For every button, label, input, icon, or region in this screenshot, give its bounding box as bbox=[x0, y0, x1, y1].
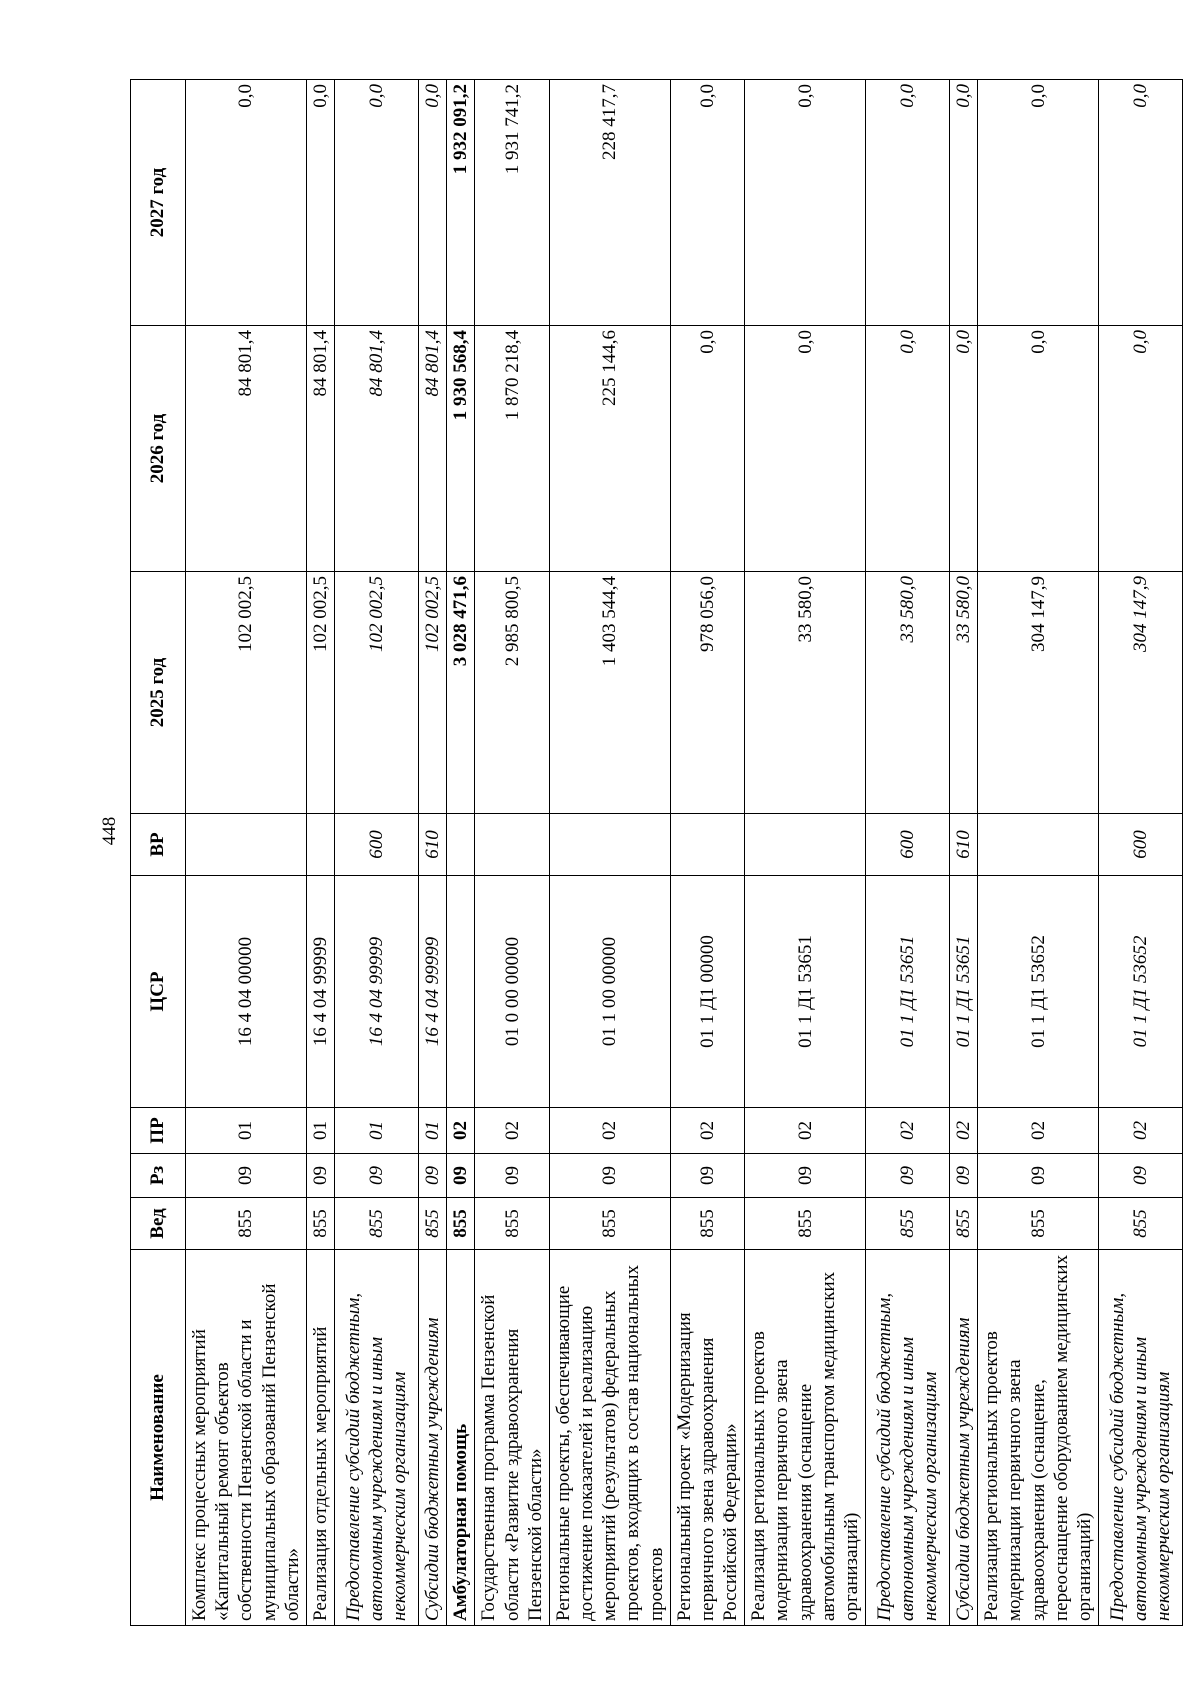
row-vr bbox=[978, 814, 1099, 876]
row-name: Реализация региональных проектов модернизации первичного звена здравоохранения (оснащение автомобильным транспортом медицинских организаций) bbox=[745, 1250, 866, 1626]
row-vr: 600 bbox=[866, 814, 950, 876]
row-pr: 02 bbox=[447, 1108, 475, 1154]
row-name: Комплекс процессных мероприятий «Капитальный ремонт объектов собственности Пензенской области и муниципальных образований Пензенской области» bbox=[186, 1250, 307, 1626]
table-row bbox=[866, 80, 950, 1626]
row-2026: 84 801,4 bbox=[419, 326, 447, 572]
row-ved: 855 bbox=[335, 1198, 419, 1250]
row-2027: 0,0 bbox=[186, 80, 307, 326]
row-pr: 02 bbox=[475, 1108, 550, 1154]
row-rz: 09 bbox=[1099, 1154, 1183, 1198]
header-name: Наименование bbox=[131, 1250, 186, 1626]
row-name: Предоставление субсидий бюджетным, автономным учреждениям и иным некоммерческим организациям bbox=[1099, 1250, 1183, 1626]
row-vr: 600 bbox=[1099, 814, 1183, 876]
row-csr: 01 1 Д1 53651 bbox=[950, 876, 978, 1108]
row-rz: 09 bbox=[549, 1154, 670, 1198]
table-row bbox=[978, 80, 1099, 1626]
header-2027: 2027 год bbox=[131, 80, 186, 326]
row-2025: 304 147,9 bbox=[978, 572, 1099, 814]
row-vr bbox=[447, 814, 475, 876]
row-pr: 02 bbox=[978, 1108, 1099, 1154]
row-csr: 01 1 00 00000 bbox=[549, 876, 670, 1108]
row-2027: 0,0 bbox=[866, 80, 950, 326]
row-name: Реализация региональных проектов модернизации первичного звена здравоохранения (оснащение, переоснащение оборудованием медицинских организаций) bbox=[978, 1250, 1099, 1626]
row-2025: 1 403 544,4 bbox=[549, 572, 670, 814]
row-csr: 01 1 Д1 00000 bbox=[670, 876, 745, 1108]
row-csr: 01 1 Д1 53651 bbox=[745, 876, 866, 1108]
row-ved: 855 bbox=[670, 1198, 745, 1250]
row-csr: 16 4 04 99999 bbox=[335, 876, 419, 1108]
row-vr: 610 bbox=[419, 814, 447, 876]
row-2027: 0,0 bbox=[670, 80, 745, 326]
row-name: Реализация отдельных мероприятий bbox=[306, 1250, 334, 1626]
header-rz: Рз bbox=[131, 1154, 186, 1198]
row-rz: 09 bbox=[475, 1154, 550, 1198]
row-name: Региональный проект «Модернизация первичного звена здравоохранения Российской Федерации» bbox=[670, 1250, 745, 1626]
row-2026: 84 801,4 bbox=[335, 326, 419, 572]
row-2027: 0,0 bbox=[978, 80, 1099, 326]
row-2025: 33 580,0 bbox=[950, 572, 978, 814]
row-pr: 01 bbox=[306, 1108, 334, 1154]
row-name: Региональные проекты, обеспечивающие достижение показателей и реализацию мероприятий (результатов) федеральных проектов, входящих в состав национальных проектов bbox=[549, 1250, 670, 1626]
row-2027: 0,0 bbox=[335, 80, 419, 326]
row-vr bbox=[186, 814, 307, 876]
row-2027: 228 417,7 bbox=[549, 80, 670, 326]
row-pr: 01 bbox=[335, 1108, 419, 1154]
row-vr bbox=[475, 814, 550, 876]
row-rz: 09 bbox=[186, 1154, 307, 1198]
row-ved: 855 bbox=[1099, 1198, 1183, 1250]
row-rz: 09 bbox=[447, 1154, 475, 1198]
table-row bbox=[475, 80, 550, 1626]
header-2025: 2025 год bbox=[131, 572, 186, 814]
row-csr: 16 4 04 00000 bbox=[186, 876, 307, 1108]
row-name: Амбулаторная помощь bbox=[447, 1250, 475, 1626]
row-2025: 102 002,5 bbox=[186, 572, 307, 814]
row-2025: 33 580,0 bbox=[866, 572, 950, 814]
table-row bbox=[186, 80, 307, 1626]
row-name: Предоставление субсидий бюджетным, автономным учреждениям и иным некоммерческим организациям bbox=[866, 1250, 950, 1626]
row-rz: 09 bbox=[335, 1154, 419, 1198]
row-2025: 102 002,5 bbox=[306, 572, 334, 814]
row-2027: 1 931 741,2 bbox=[475, 80, 550, 326]
header-ved: Вед bbox=[131, 1198, 186, 1250]
header-vr: ВР bbox=[131, 814, 186, 876]
row-pr: 02 bbox=[950, 1108, 978, 1154]
row-ved: 855 bbox=[745, 1198, 866, 1250]
row-vr bbox=[306, 814, 334, 876]
row-name: Субсидии бюджетным учреждениям bbox=[419, 1250, 447, 1626]
row-rz: 09 bbox=[866, 1154, 950, 1198]
row-name: Субсидии бюджетным учреждениям bbox=[950, 1250, 978, 1626]
row-2026: 0,0 bbox=[670, 326, 745, 572]
table-row bbox=[549, 80, 670, 1626]
row-pr: 02 bbox=[745, 1108, 866, 1154]
row-csr: 16 4 04 99999 bbox=[306, 876, 334, 1108]
row-ved: 855 bbox=[950, 1198, 978, 1250]
row-ved: 855 bbox=[978, 1198, 1099, 1250]
table-row bbox=[447, 80, 475, 1626]
row-pr: 01 bbox=[186, 1108, 307, 1154]
row-2025: 3 028 471,6 bbox=[447, 572, 475, 814]
row-name: Государственная программа Пензенской области «Развитие здравоохранения Пензенской области» bbox=[475, 1250, 550, 1626]
row-2025: 978 056,0 bbox=[670, 572, 745, 814]
row-2026: 0,0 bbox=[745, 326, 866, 572]
row-2026: 1 930 568,4 bbox=[447, 326, 475, 572]
row-pr: 02 bbox=[670, 1108, 745, 1154]
row-pr: 02 bbox=[549, 1108, 670, 1154]
row-rz: 09 bbox=[670, 1154, 745, 1198]
row-2025: 102 002,5 bbox=[335, 572, 419, 814]
row-ved: 855 bbox=[549, 1198, 670, 1250]
row-ved: 855 bbox=[866, 1198, 950, 1250]
row-2026: 0,0 bbox=[866, 326, 950, 572]
table-row bbox=[950, 80, 978, 1626]
row-csr: 01 1 Д1 53652 bbox=[1099, 876, 1183, 1108]
row-ved: 855 bbox=[419, 1198, 447, 1250]
row-csr bbox=[447, 876, 475, 1108]
header-2026: 2026 год bbox=[131, 326, 186, 572]
row-ved: 855 bbox=[306, 1198, 334, 1250]
row-rz: 09 bbox=[306, 1154, 334, 1198]
row-rz: 09 bbox=[745, 1154, 866, 1198]
row-2026: 0,0 bbox=[950, 326, 978, 572]
row-2027: 0,0 bbox=[950, 80, 978, 326]
page-number: 448 bbox=[99, 816, 120, 846]
row-2025: 33 580,0 bbox=[745, 572, 866, 814]
row-ved: 855 bbox=[447, 1198, 475, 1250]
row-csr: 01 1 Д1 53652 bbox=[978, 876, 1099, 1108]
row-2026: 0,0 bbox=[978, 326, 1099, 572]
row-2026: 225 144,6 bbox=[549, 326, 670, 572]
row-2027: 1 932 091,2 bbox=[447, 80, 475, 326]
row-2025: 102 002,5 bbox=[419, 572, 447, 814]
row-2027: 0,0 bbox=[419, 80, 447, 326]
table-row bbox=[419, 80, 447, 1626]
row-vr bbox=[670, 814, 745, 876]
row-2026: 1 870 218,4 bbox=[475, 326, 550, 572]
table-row bbox=[745, 80, 866, 1626]
row-vr: 610 bbox=[950, 814, 978, 876]
row-2026: 84 801,4 bbox=[306, 326, 334, 572]
table-row bbox=[1099, 80, 1183, 1626]
header-csr: ЦСР bbox=[131, 876, 186, 1108]
row-pr: 01 bbox=[419, 1108, 447, 1154]
row-csr: 01 1 Д1 53651 bbox=[866, 876, 950, 1108]
row-vr bbox=[549, 814, 670, 876]
budget-table bbox=[130, 79, 1183, 1626]
table-header-row bbox=[131, 80, 186, 1626]
row-2027: 0,0 bbox=[745, 80, 866, 326]
row-rz: 09 bbox=[978, 1154, 1099, 1198]
row-2027: 0,0 bbox=[306, 80, 334, 326]
table-row bbox=[335, 80, 419, 1626]
row-name: Предоставление субсидий бюджетным, автономным учреждениям и иным некоммерческим организациям bbox=[335, 1250, 419, 1626]
table-row bbox=[670, 80, 745, 1626]
row-rz: 09 bbox=[419, 1154, 447, 1198]
row-2026: 0,0 bbox=[1099, 326, 1183, 572]
row-pr: 02 bbox=[1099, 1108, 1183, 1154]
row-vr bbox=[745, 814, 866, 876]
row-2025: 2 985 800,5 bbox=[475, 572, 550, 814]
row-2025: 304 147,9 bbox=[1099, 572, 1183, 814]
table-row bbox=[306, 80, 334, 1626]
row-ved: 855 bbox=[475, 1198, 550, 1250]
budget-table-container bbox=[130, 80, 1200, 1621]
row-2026: 84 801,4 bbox=[186, 326, 307, 572]
row-csr: 01 0 00 00000 bbox=[475, 876, 550, 1108]
row-ved: 855 bbox=[186, 1198, 307, 1250]
row-pr: 02 bbox=[866, 1108, 950, 1154]
header-pr: ПР bbox=[131, 1108, 186, 1154]
row-2027: 0,0 bbox=[1099, 80, 1183, 326]
row-rz: 09 bbox=[950, 1154, 978, 1198]
row-csr: 16 4 04 99999 bbox=[419, 876, 447, 1108]
row-vr: 600 bbox=[335, 814, 419, 876]
